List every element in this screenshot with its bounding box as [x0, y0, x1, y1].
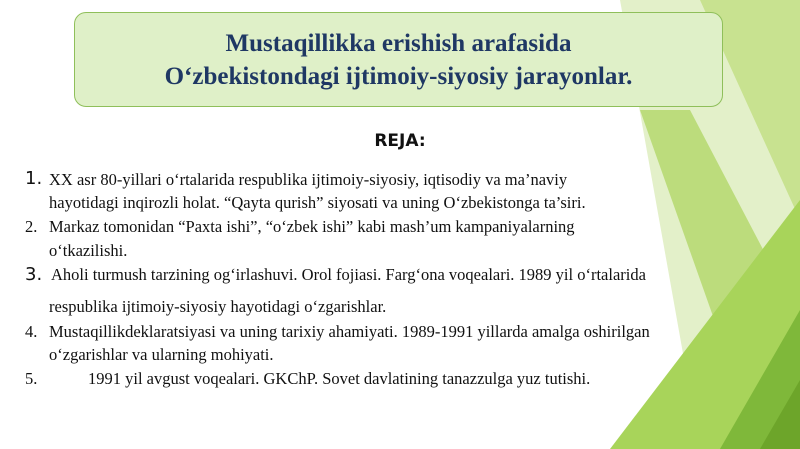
item-4-line-1: Mustaqillikdeklaratsiyasi va uning tarixiy ahamiyati. 1989-1991 yillarda amalga oshirilgan — [49, 322, 650, 341]
item-3-line-1: Aholi turmush tarzining og‘irlashuvi. Orol fojiasi. Farg‘ona voqealari. 1989 yil o‘rtalarida — [51, 265, 646, 284]
item-4-number: 4. — [25, 322, 38, 341]
item-5-number: 5. — [25, 369, 38, 388]
item-4-line-2: o‘zgarishlar va ularning mohiyati. — [49, 345, 274, 364]
item-2-line-2: o‘tkazilishi. — [49, 241, 128, 260]
title-line-1: Mustaqillikka erishish arafasida — [225, 29, 572, 57]
title-line-2: O‘zbekistondagi ijtimoiy-siyosiy jarayonlar. — [164, 62, 633, 90]
item-5-line-1: 1991 yil avgust voqealari. GKChP. Sovet davlatining tanazzulga yuz tutishi. — [88, 369, 591, 388]
item-3-line-2: respublika ijtimoiy-siyosiy hayotidagi o‘zgarishlar. — [49, 297, 387, 316]
plan-heading: REJA: — [374, 131, 426, 151]
item-3-number: 3. — [25, 264, 43, 285]
item-1-line-2: hayotidagi inqirozli holat. “Qayta qurish” siyosati va uning O‘zbekistonga ta’siri. — [49, 193, 586, 212]
item-2-line-1: Markaz tomonidan “Paxta ishi”, “o‘zbek ishi” kabi mash’um kampaniyalarning — [49, 217, 575, 236]
item-1-line-1: XX asr 80-yillari o‘rtalarida respublika ijtimoiy-siyosiy, iqtisodiy va ma’naviy — [49, 170, 568, 189]
item-1-number: 1. — [25, 168, 43, 189]
item-2-number: 2. — [25, 217, 38, 236]
